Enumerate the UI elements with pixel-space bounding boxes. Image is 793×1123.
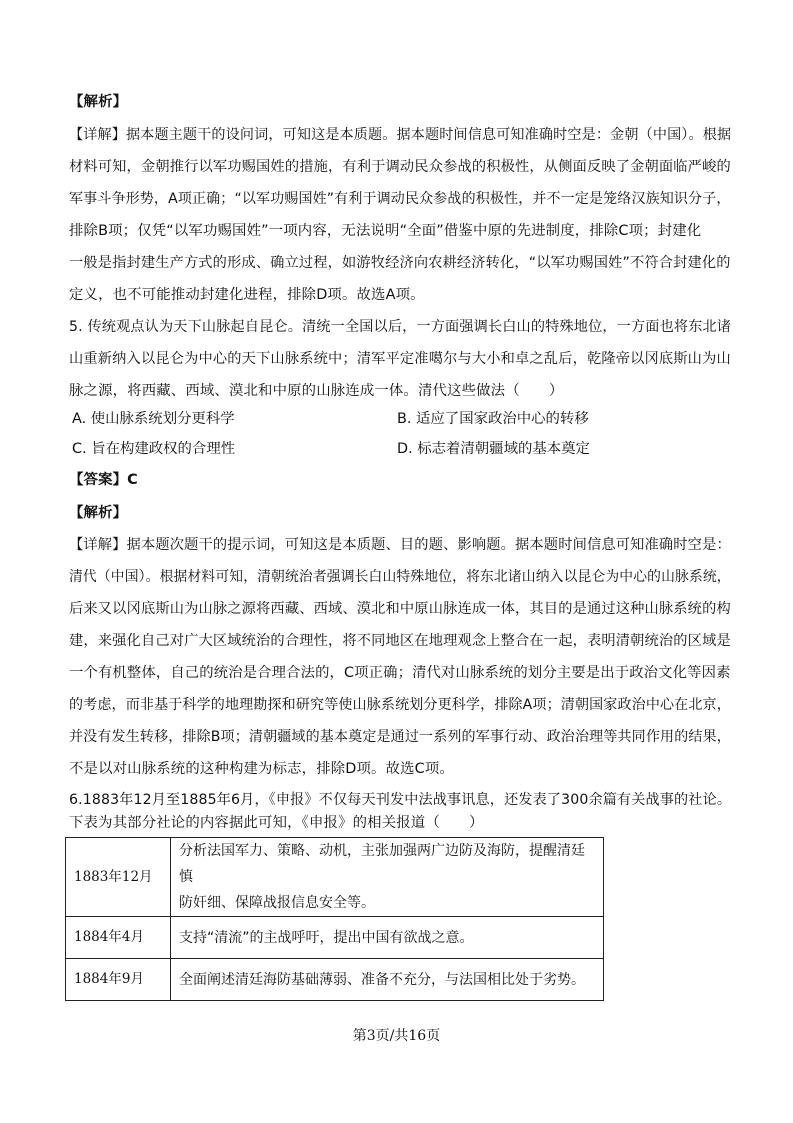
q5-detail-line: 不是以对山脉系统的这种构建为标志，排除D项。故选C项。	[69, 761, 454, 777]
q5-detail-line: 后来又以冈底斯山为山脉之源将西藏、西域、漠北和中原山脉连成一体，其目的是通过这种山脉系统的构	[69, 601, 731, 617]
q6-stem-line: 下表为其部分社论的内容据此可知，《申报》的相关报道（ ）	[69, 815, 484, 831]
table-cell-line: 全面阐述清廷海防基础薄弱、准备不充分，与法国相比处于劣势。	[179, 971, 585, 988]
table-cell-content	[171, 959, 604, 1001]
q5-detail-line: 一个有机整体，自己的统治是合理合法的，C项正确；清代对山脉系统的划分主要是出于政治文化等因素	[69, 665, 731, 681]
q5-option-b: B. 适应了国家政治中心的转移	[397, 411, 589, 427]
q4-detail-line: 军事斗争形势，A项正确；“以军功赐国姓”有利于调动民众参战的积极性，并不一定是笼络汉族知识分子，	[69, 191, 731, 207]
q5-detail-line: 并没有发生转移，排除B项；清朝疆域的基本奠定是通过一系列的军事行动、政治治理等共同作用的结果，	[69, 729, 731, 745]
table-row	[66, 917, 604, 959]
table-cell-line: 分析法国军力、策略、动机，主张加强两广边防及海防，提醒清廷慎	[179, 843, 585, 885]
q5-analysis-heading: 【解析】	[69, 505, 128, 521]
q6-stem-line: 6.1883年12月至1885年6月，《申报》不仅每天刊发中法战事讯息，还发表了300余篇有关战事的社论。	[69, 792, 732, 808]
q5-detail-line: 清代（中国）。根据材料可知，清朝统治者强调长白山特殊地位，将东北诸山纳入以昆仑为中心的山脉系统，	[69, 569, 731, 585]
q5-stem-line: 5. 传统观点认为天下山脉起自昆仑。清统一全国以后，一方面强调长白山的特殊地位，一方面也将东北诸	[69, 319, 732, 335]
q4-detail-line: 定义，也不可能推动封建化进程，排除D项。故选A项。	[69, 287, 425, 303]
q6-table	[65, 837, 604, 1001]
q5-stem-line: 山重新纳入以昆仑为中心的天下山脉系统中；清军平定准噶尔与大小和卓之乱后，乾隆帝以冈底斯山为山	[69, 351, 731, 367]
table-cell-line: 防奸细、保障战报信息安全等。	[179, 895, 375, 911]
q5-answer: 【答案】C	[69, 472, 138, 488]
q5-option-a: A. 使山脉系统划分更科学	[72, 411, 235, 427]
table-cell-content	[171, 838, 604, 917]
q5-detail-line: 的考虑，而非基于科学的地理勘探和研究等使山脉系统划分更科学，排除A项；清朝国家政治中心在北京，	[69, 697, 731, 713]
q5-detail-line: 【详解】据本题次题干的提示词，可知这是本质题、目的题、影响题。据本题时间信息可知准确时空是：	[69, 537, 731, 553]
table-row	[66, 959, 604, 1001]
q4-detail-line: 一般是指封建生产方式的形成、确立过程，如游牧经济向农耕经济转化，“以军功赐国姓”不符合封建化的	[69, 255, 731, 271]
q4-detail-line: 排除B项；仅凭“以军功赐国姓”一项内容，无法说明“全面”借鉴中原的先进制度，排除C项；封建化	[69, 223, 702, 239]
table-cell-content	[171, 917, 604, 959]
q5-detail-line: 建，来强化自己对广大区域统治的合理性，将不同地区在地理观念上整合在一起，表明清朝统治的区域是	[69, 633, 731, 649]
page-footer: 第3页/共16页	[352, 1028, 441, 1044]
q5-stem-line: 脉之源，将西藏、西域、漠北和中原的山脉连成一体。清代这些做法（ ）	[69, 383, 564, 399]
q4-detail-line: 材料可知，金朝推行以军功赐国姓的措施，有利于调动民众参战的积极性，从侧面反映了金朝面临严峻的	[69, 159, 731, 175]
table-cell-line: 支持“清流”的主战呼吁，提出中国有欲战之意。	[179, 929, 474, 946]
q4-detail-line: 【详解】据本题主题干的设问词，可知这是本质题。据本题时间信息可知准确时空是：金朝（中国）。根据	[69, 127, 732, 143]
table-cell-date: 1884年4月	[66, 917, 171, 959]
q4-analysis-heading: 【解析】	[69, 94, 128, 110]
table-cell-date: 1883年12月	[66, 838, 171, 917]
table-cell-date: 1884年9月	[66, 959, 171, 1001]
q5-option-c: C. 旨在构建政权的合理性	[72, 441, 236, 457]
q5-option-d: D. 标志着清朝疆域的基本奠定	[397, 441, 590, 457]
table-row	[66, 838, 604, 917]
